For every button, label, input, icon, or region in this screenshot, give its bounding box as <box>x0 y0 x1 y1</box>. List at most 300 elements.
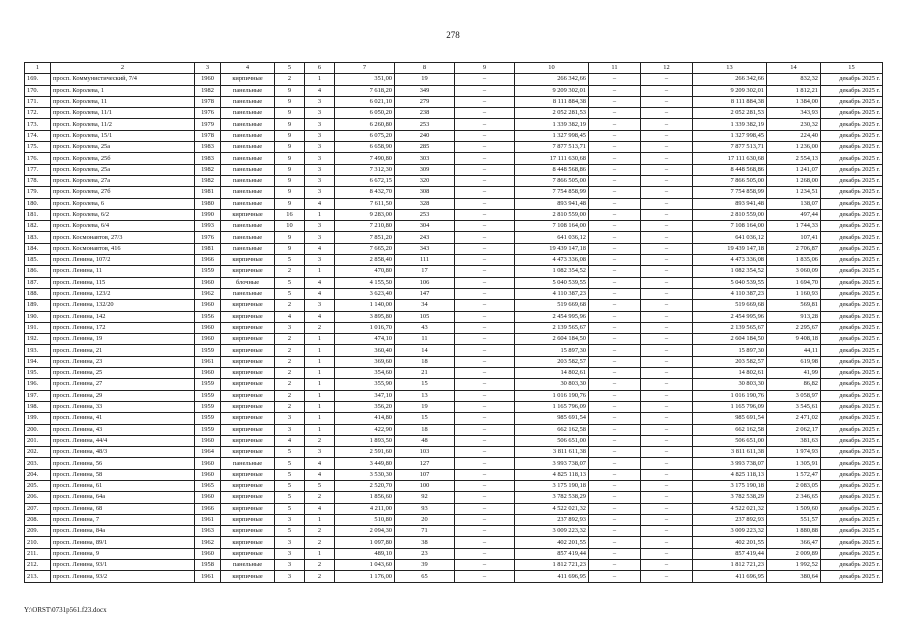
table-row <box>25 255 883 266</box>
table-cell: декабрь 2025 г. <box>821 390 883 401</box>
table-cell: 2 <box>305 560 335 571</box>
table-cell: 1978 <box>195 130 221 141</box>
table-cell: 17 <box>395 266 455 277</box>
table-cell: – <box>641 142 693 153</box>
table-cell: – <box>455 243 515 254</box>
table-cell: 9 <box>275 153 305 164</box>
table-cell: 2 604 184,50 <box>515 334 589 345</box>
table-cell: 913,28 <box>767 311 821 322</box>
table-cell: 474,10 <box>335 334 395 345</box>
table-cell: – <box>641 469 693 480</box>
table-cell: 173. <box>25 119 51 130</box>
table-cell: 172. <box>25 108 51 119</box>
table-cell: 569,81 <box>767 300 821 311</box>
table-cell: – <box>455 514 515 525</box>
table-cell: 1 812 721,23 <box>693 560 767 571</box>
table-cell: – <box>589 322 641 333</box>
table-cell: 2 <box>275 74 305 85</box>
table-cell: 519 669,68 <box>693 300 767 311</box>
table-cell: – <box>589 345 641 356</box>
table-cell: – <box>641 187 693 198</box>
table-cell: 127 <box>395 458 455 469</box>
table-cell: 1959 <box>195 266 221 277</box>
table-row <box>25 85 883 96</box>
table-cell: 347,10 <box>335 390 395 401</box>
table-cell: 285 <box>395 142 455 153</box>
table-cell: 2 052 281,53 <box>693 108 767 119</box>
table-cell: 1981 <box>195 187 221 198</box>
table-cell: 208. <box>25 514 51 525</box>
table-cell: 23 <box>395 548 455 559</box>
table-row <box>25 108 883 119</box>
table-cell: 506 651,00 <box>515 435 589 446</box>
table-cell: 1 <box>305 334 335 345</box>
table-cell: просп. Ленина, 107/2 <box>51 255 195 266</box>
table-cell: 9 <box>275 142 305 153</box>
table-cell: – <box>641 334 693 345</box>
table-cell: кирпичные <box>221 209 275 220</box>
table-cell: – <box>641 503 693 514</box>
table-row <box>25 356 883 367</box>
column-header: 2 <box>51 63 195 74</box>
table-cell: 1960 <box>195 435 221 446</box>
table-cell: просп. Ленина, 9 <box>51 548 195 559</box>
table-cell: 179. <box>25 187 51 198</box>
table-cell: 3 <box>305 130 335 141</box>
table-cell: 203 582,57 <box>515 356 589 367</box>
table-cell: 1 327 998,45 <box>693 130 767 141</box>
table-cell: 6 260,80 <box>335 119 395 130</box>
table-cell: 369,60 <box>335 356 395 367</box>
table-cell: 44,11 <box>767 345 821 356</box>
table-cell: 4 473 336,08 <box>693 255 767 266</box>
table-cell: – <box>589 435 641 446</box>
table-cell: 2 083,05 <box>767 480 821 491</box>
table-cell: 2 <box>275 300 305 311</box>
table-cell: 2 810 559,00 <box>515 209 589 220</box>
table-cell: – <box>641 413 693 424</box>
table-cell: – <box>455 526 515 537</box>
table-row <box>25 537 883 548</box>
table-cell: 178. <box>25 175 51 186</box>
table-cell: 308 <box>395 187 455 198</box>
table-row <box>25 492 883 503</box>
table-cell: 1959 <box>195 424 221 435</box>
table-cell: 86,82 <box>767 379 821 390</box>
table-cell: 1960 <box>195 322 221 333</box>
table-cell: 893 941,48 <box>515 198 589 209</box>
table-cell: 4 <box>305 458 335 469</box>
table-cell: 103 <box>395 447 455 458</box>
table-row <box>25 300 883 311</box>
table-row <box>25 469 883 480</box>
table-cell: 17 111 630,68 <box>693 153 767 164</box>
table-cell: – <box>641 401 693 412</box>
table-cell: 9 <box>275 175 305 186</box>
table-cell: 551,57 <box>767 514 821 525</box>
table-cell: – <box>455 424 515 435</box>
column-header: 1 <box>25 63 51 74</box>
table-cell: кирпичные <box>221 503 275 514</box>
table-cell: 1 082 354,52 <box>515 266 589 277</box>
table-cell: – <box>455 175 515 186</box>
table-cell: 19 <box>395 401 455 412</box>
table-cell: декабрь 2025 г. <box>821 164 883 175</box>
table-cell: просп. Ленина, 25 <box>51 368 195 379</box>
table-cell: 184. <box>25 243 51 254</box>
table-cell: 105 <box>395 311 455 322</box>
table-cell: 2 009,89 <box>767 548 821 559</box>
column-header: 8 <box>395 63 455 74</box>
table-cell: 3 175 190,18 <box>693 480 767 491</box>
table-cell: 1 176,00 <box>335 571 395 582</box>
table-cell: просп. Ленина, 68 <box>51 503 195 514</box>
table-cell: – <box>455 413 515 424</box>
table-cell: 2 520,70 <box>335 480 395 491</box>
table-cell: декабрь 2025 г. <box>821 424 883 435</box>
table-cell: – <box>455 503 515 514</box>
table-cell: кирпичные <box>221 469 275 480</box>
table-cell: 15 897,30 <box>515 345 589 356</box>
table-cell: кирпичные <box>221 435 275 446</box>
table-cell: 4 <box>305 198 335 209</box>
table-cell: просп. Королева, 25а <box>51 142 195 153</box>
table-cell: 171. <box>25 96 51 107</box>
table-row <box>25 74 883 85</box>
table-cell: 1 305,91 <box>767 458 821 469</box>
table-cell: 3 545,61 <box>767 401 821 412</box>
table-cell: 1980 <box>195 198 221 209</box>
table-cell: 201. <box>25 435 51 446</box>
table-cell: 174. <box>25 130 51 141</box>
table-cell: 1 <box>305 401 335 412</box>
table-cell: 3 <box>305 232 335 243</box>
table-cell: кирпичные <box>221 255 275 266</box>
table-cell: просп. Ленина, 123/2 <box>51 288 195 299</box>
table-cell: декабрь 2025 г. <box>821 266 883 277</box>
table-cell: – <box>641 447 693 458</box>
table-cell: – <box>455 221 515 232</box>
table-cell: – <box>641 209 693 220</box>
table-cell: 1 856,60 <box>335 492 395 503</box>
table-row <box>25 334 883 345</box>
table-cell: 1 082 354,52 <box>693 266 767 277</box>
table-cell: – <box>641 164 693 175</box>
table-cell: 2 554,13 <box>767 153 821 164</box>
column-header: 3 <box>195 63 221 74</box>
table-row <box>25 209 883 220</box>
table-cell: 2 139 565,67 <box>693 322 767 333</box>
table-cell: декабрь 2025 г. <box>821 288 883 299</box>
table-row <box>25 413 883 424</box>
table-cell: – <box>455 560 515 571</box>
table-cell: – <box>455 85 515 96</box>
table-cell: декабрь 2025 г. <box>821 514 883 525</box>
table-row <box>25 130 883 141</box>
table-cell: 7 611,50 <box>335 198 395 209</box>
table-row <box>25 311 883 322</box>
table-cell: 197. <box>25 390 51 401</box>
table-cell: 198. <box>25 401 51 412</box>
register-table <box>24 62 883 583</box>
table-cell: 209. <box>25 526 51 537</box>
table-cell: 5 <box>275 288 305 299</box>
table-cell: панельные <box>221 153 275 164</box>
table-cell: панельные <box>221 187 275 198</box>
table-cell: 15 897,30 <box>693 345 767 356</box>
table-cell: просп. Коммунистический, 7/4 <box>51 74 195 85</box>
table-cell: 1 165 796,09 <box>515 401 589 412</box>
table-cell: 1 835,06 <box>767 255 821 266</box>
table-cell: 199. <box>25 413 51 424</box>
table-cell: – <box>589 334 641 345</box>
table-cell: – <box>641 255 693 266</box>
table-cell: декабрь 2025 г. <box>821 492 883 503</box>
table-cell: – <box>641 130 693 141</box>
table-cell: 243 <box>395 232 455 243</box>
table-cell: – <box>641 560 693 571</box>
table-cell: – <box>641 322 693 333</box>
table-cell: – <box>455 187 515 198</box>
table-cell: 1 165 796,09 <box>693 401 767 412</box>
table-row <box>25 277 883 288</box>
table-cell: декабрь 2025 г. <box>821 401 883 412</box>
table-cell: 5 <box>275 277 305 288</box>
table-cell: 191. <box>25 322 51 333</box>
table-cell: 14 802,61 <box>693 368 767 379</box>
table-cell: 253 <box>395 209 455 220</box>
table-cell: 1 880,88 <box>767 526 821 537</box>
table-cell: 41,99 <box>767 368 821 379</box>
column-header: 11 <box>589 63 641 74</box>
table-cell: 2 <box>275 368 305 379</box>
table-cell: 360,40 <box>335 345 395 356</box>
table-cell: 3 <box>275 322 305 333</box>
table-cell: 71 <box>395 526 455 537</box>
table-cell: 9 <box>275 96 305 107</box>
table-cell: – <box>455 368 515 379</box>
column-header: 5 <box>275 63 305 74</box>
table-cell: 7 108 164,00 <box>693 221 767 232</box>
table-cell: – <box>641 379 693 390</box>
table-cell: панельные <box>221 175 275 186</box>
table-cell: просп. Ленина, 41 <box>51 413 195 424</box>
table-row <box>25 322 883 333</box>
table-cell: 9 408,18 <box>767 334 821 345</box>
table-cell: 3 <box>305 108 335 119</box>
table-cell: 7 210,80 <box>335 221 395 232</box>
table-cell: декабрь 2025 г. <box>821 221 883 232</box>
table-cell: декабрь 2025 г. <box>821 187 883 198</box>
table-cell: 2 <box>275 356 305 367</box>
table-cell: 8 111 884,38 <box>515 96 589 107</box>
table-cell: – <box>589 356 641 367</box>
table-cell: – <box>641 96 693 107</box>
table-cell: 188. <box>25 288 51 299</box>
table-cell: 7 866 505,00 <box>693 175 767 186</box>
table-cell: 5 <box>275 447 305 458</box>
table-cell: декабрь 2025 г. <box>821 379 883 390</box>
table-cell: 2 454 995,96 <box>693 311 767 322</box>
table-cell: 1 812 721,23 <box>515 560 589 571</box>
table-row <box>25 514 883 525</box>
table-cell: декабрь 2025 г. <box>821 334 883 345</box>
table-cell: кирпичные <box>221 379 275 390</box>
table-cell: 2 052 281,53 <box>515 108 589 119</box>
table-cell: блочные <box>221 277 275 288</box>
table-cell: кирпичные <box>221 368 275 379</box>
table-cell: 4 522 021,32 <box>693 503 767 514</box>
table-cell: 194. <box>25 356 51 367</box>
table-cell: 3 009 223,32 <box>693 526 767 537</box>
table-cell: 9 <box>275 198 305 209</box>
table-cell: – <box>589 537 641 548</box>
table-cell: 1 043,60 <box>335 560 395 571</box>
table-cell: кирпичные <box>221 424 275 435</box>
table-cell: 4 <box>305 503 335 514</box>
table-cell: 2 <box>305 435 335 446</box>
table-row <box>25 503 883 514</box>
table-cell: 619,98 <box>767 356 821 367</box>
table-cell: 510,80 <box>335 514 395 525</box>
table-cell: 2 <box>275 379 305 390</box>
table-cell: просп. Ленина, 21 <box>51 345 195 356</box>
table-cell: кирпичные <box>221 322 275 333</box>
table-cell: – <box>641 368 693 379</box>
table-cell: 1966 <box>195 255 221 266</box>
table-cell: 2 <box>305 322 335 333</box>
table-cell: декабрь 2025 г. <box>821 198 883 209</box>
table-cell: 1 160,93 <box>767 288 821 299</box>
table-cell: просп. Космонавтов, 27/3 <box>51 232 195 243</box>
table-cell: – <box>641 74 693 85</box>
table-cell: 1960 <box>195 548 221 559</box>
table-cell: – <box>589 74 641 85</box>
table-cell: декабрь 2025 г. <box>821 345 883 356</box>
table-cell: – <box>455 119 515 130</box>
table-cell: – <box>641 198 693 209</box>
table-cell: 3 993 738,07 <box>693 458 767 469</box>
table-cell: 186. <box>25 266 51 277</box>
table-cell: – <box>589 130 641 141</box>
table-cell: 1 241,07 <box>767 164 821 175</box>
table-cell: просп. Королева, 27б <box>51 187 195 198</box>
table-row <box>25 198 883 209</box>
table-cell: 985 691,54 <box>515 413 589 424</box>
table-cell: 4 522 021,32 <box>515 503 589 514</box>
column-header: 14 <box>767 63 821 74</box>
table-cell: – <box>455 469 515 480</box>
table-cell: 3 <box>275 424 305 435</box>
table-cell: – <box>455 492 515 503</box>
table-cell: 1966 <box>195 503 221 514</box>
table-cell: 170. <box>25 85 51 96</box>
table-cell: – <box>455 322 515 333</box>
table-cell: 1 339 382,19 <box>515 119 589 130</box>
table-cell: 470,80 <box>335 266 395 277</box>
table-cell: – <box>455 255 515 266</box>
table-cell: просп. Ленина, 44/4 <box>51 435 195 446</box>
table-cell: 2 295,67 <box>767 322 821 333</box>
table-cell: – <box>589 198 641 209</box>
table-cell: 6 050,20 <box>335 108 395 119</box>
table-cell: 147 <box>395 288 455 299</box>
table-cell: 641 036,12 <box>515 232 589 243</box>
table-cell: кирпичные <box>221 514 275 525</box>
table-cell: кирпичные <box>221 334 275 345</box>
table-cell: – <box>641 300 693 311</box>
table-cell: – <box>455 108 515 119</box>
table-row <box>25 379 883 390</box>
table-cell: декабрь 2025 г. <box>821 130 883 141</box>
table-cell: 402 201,55 <box>693 537 767 548</box>
table-cell: – <box>455 96 515 107</box>
table-cell: 3 782 538,29 <box>693 492 767 503</box>
table-cell: 15 <box>395 413 455 424</box>
table-cell: – <box>641 492 693 503</box>
table-cell: 662 162,58 <box>693 424 767 435</box>
table-cell: – <box>455 401 515 412</box>
table-cell: декабрь 2025 г. <box>821 142 883 153</box>
table-cell: 506 651,00 <box>693 435 767 446</box>
table-cell: 489,10 <box>335 548 395 559</box>
table-cell: 4 <box>305 311 335 322</box>
table-cell: 1 992,52 <box>767 560 821 571</box>
table-cell: 1 234,51 <box>767 187 821 198</box>
table-cell: 3 <box>305 164 335 175</box>
table-cell: просп. Ленина, 27 <box>51 379 195 390</box>
table-cell: 185. <box>25 255 51 266</box>
table-cell: 4 825 118,13 <box>693 469 767 480</box>
table-cell: 3 993 738,07 <box>515 458 589 469</box>
table-cell: 7 877 513,71 <box>693 142 767 153</box>
column-header: 4 <box>221 63 275 74</box>
table-cell: декабрь 2025 г. <box>821 480 883 491</box>
table-cell: 1959 <box>195 390 221 401</box>
column-header: 13 <box>693 63 767 74</box>
table-cell: 1960 <box>195 277 221 288</box>
table-cell: – <box>455 390 515 401</box>
table-cell: – <box>641 153 693 164</box>
table-cell: – <box>455 153 515 164</box>
table-cell: 1 016 190,76 <box>693 390 767 401</box>
table-cell: 176. <box>25 153 51 164</box>
table-cell: 10 <box>275 221 305 232</box>
table-cell: – <box>641 108 693 119</box>
table-cell: 1993 <box>195 221 221 232</box>
table-cell: декабрь 2025 г. <box>821 153 883 164</box>
table-cell: декабрь 2025 г. <box>821 232 883 243</box>
table-cell: 9 <box>275 85 305 96</box>
table-cell: 2 471,02 <box>767 413 821 424</box>
table-cell: 497,44 <box>767 209 821 220</box>
table-cell: 8 448 568,86 <box>515 164 589 175</box>
table-cell: 641 036,12 <box>693 232 767 243</box>
table-cell: 2 858,40 <box>335 255 395 266</box>
table-cell: панельные <box>221 198 275 209</box>
table-cell: 4 825 118,13 <box>515 469 589 480</box>
table-cell: декабрь 2025 г. <box>821 96 883 107</box>
table-cell: 2 094,30 <box>335 526 395 537</box>
table-cell: 1965 <box>195 480 221 491</box>
table-cell: 1 236,00 <box>767 142 821 153</box>
table-cell: декабрь 2025 г. <box>821 255 883 266</box>
table-body <box>25 74 883 582</box>
table-cell: просп. Королева, 27а <box>51 175 195 186</box>
table-cell: 1978 <box>195 96 221 107</box>
table-cell: – <box>641 345 693 356</box>
table-cell: 4 <box>305 288 335 299</box>
